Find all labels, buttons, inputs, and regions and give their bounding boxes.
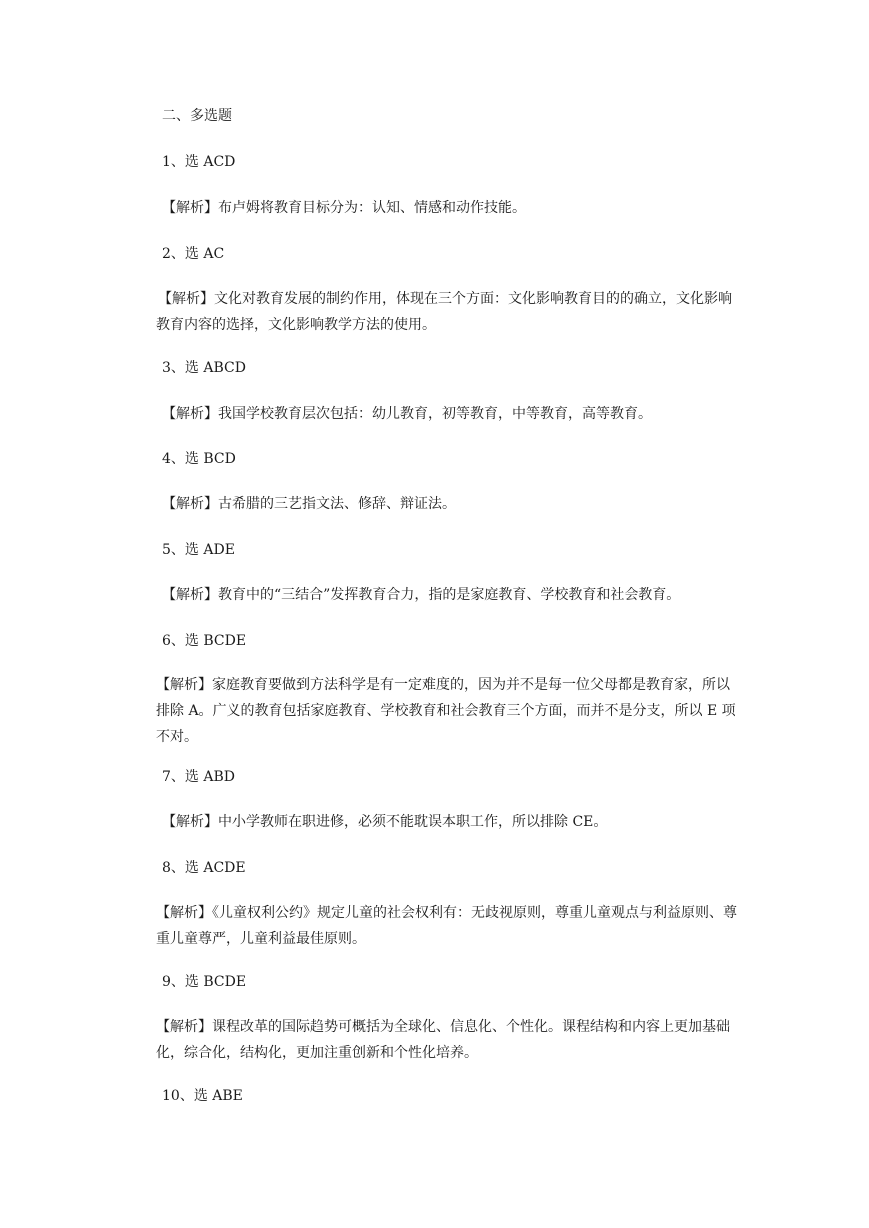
- answer-9: 9、选 BCDE: [162, 974, 247, 990]
- explanation-5: 【解析】教育中的“三结合”发挥教育合力，指的是家庭教育、学校教育和社会教育。: [162, 587, 681, 603]
- explanation-6: 【解析】家庭教育要做到方法科学是有一定难度的，因为并不是每一位父母都是教育家，所以排除 A。广义的教育包括家庭教育、学校教育和社会教育三个方面，而并不是分支，所以 E 项不对。: [156, 677, 736, 745]
- answer-3: 3、选 ABCD: [162, 360, 246, 376]
- answer-1: 1、选 ACD: [162, 154, 236, 170]
- answer-5: 5、选 ADE: [162, 542, 235, 558]
- explanation-8: 【解析】《儿童权利公约》规定儿童的社会权利有：无歧视原则，尊重儿童观点与利益原则、尊重儿童尊严，儿童利益最佳原则。: [156, 905, 737, 947]
- explanation-9: 【解析】课程改革的国际趋势可概括为全球化、信息化、个性化。课程结构和内容上更加基础化，综合化，结构化，更加注重创新和个性化培养。: [156, 1019, 730, 1061]
- answer-10: 10、选 ABE: [162, 1088, 243, 1104]
- section-title: 二、多选题: [162, 108, 232, 124]
- explanation-1: 【解析】布卢姆将教育目标分为：认知、情感和动作技能。: [162, 200, 526, 216]
- answer-8: 8、选 ACDE: [162, 860, 246, 876]
- answer-7: 7、选 ABD: [162, 769, 235, 785]
- explanation-3: 【解析】我国学校教育层次包括：幼儿教育，初等教育，中等教育，高等教育。: [162, 406, 652, 422]
- answer-4: 4、选 BCD: [162, 451, 236, 467]
- explanation-2: 【解析】文化对教育发展的制约作用，体现在三个方面：文化影响教育目的的确立，文化影响教育内容的选择，文化影响教学方法的使用。: [156, 291, 732, 333]
- answer-2: 2、选 AC: [162, 246, 225, 262]
- answer-6: 6、选 BCDE: [162, 633, 247, 649]
- explanation-7: 【解析】中小学教师在职进修，必须不能耽误本职工作，所以排除 CE。: [162, 814, 608, 830]
- explanation-4: 【解析】古希腊的三艺指文法、修辞、辩证法。: [162, 496, 456, 512]
